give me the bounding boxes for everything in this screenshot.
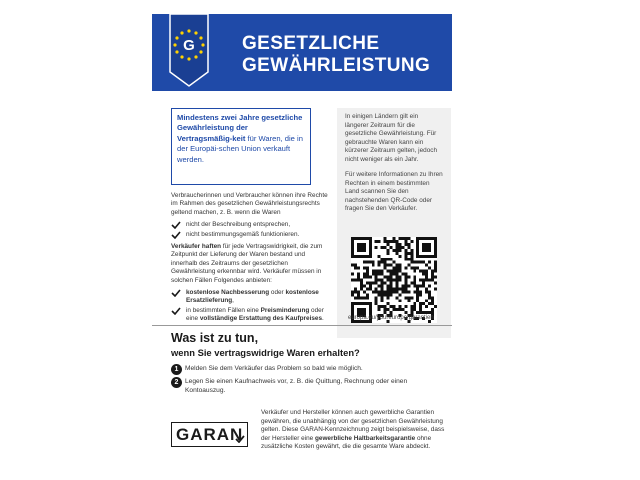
step-item [171, 364, 441, 373]
garan-desc-part2: ohne zusätzliche Kosten gewährt, die die gesamte Ware abdeckt. [261, 434, 432, 451]
list-item [171, 289, 331, 306]
conformity-checklist [171, 221, 331, 239]
garan-desc-part1: Verkäufer und Hersteller können auch gewerbliche Garantien gewähren, die unabhängig von der gesetzlichen Gewährleistung gelten. Diese GARAN-Kennzeichnung zeigt beispielsweise, dass der Hersteller eine [261, 409, 445, 442]
seller-liability-bold: Verkäufer haften [171, 243, 222, 251]
section-divider [152, 325, 452, 326]
remedy-bold: kostenlose Ersatzlieferung [186, 289, 319, 305]
remedy-text: in bestimmten Fällen eine [186, 306, 261, 314]
sidebar-paragraph-1: In einigen Ländern gilt ein längerer Zeitraum für die gesetzliche Gewährleistung. Für gebrauchte Waren kann ein kürzerer Zeitraum gelten, jedoch nicht weniger als ein Jahr. [345, 113, 437, 163]
remedy-bold: Preisminderung [260, 306, 310, 314]
step-number-icon: 1 [171, 364, 182, 375]
garan-logo-text: GARAN [176, 425, 244, 444]
remedies-checklist [171, 289, 331, 324]
list-item [171, 231, 331, 239]
check-icon [171, 289, 181, 297]
check-text: nicht bestimmungsgemäß funktionieren. [186, 230, 300, 238]
remedy-bold: vollständige Erstattung des Kaufpreises [199, 315, 323, 323]
rights-paragraph: Verbraucherinnen und Verbraucher können ihre Rechte im Rahmen des gesetzlichen Gewährleistungsrechts geltend machen, z. B. wenn die Waren [171, 192, 328, 216]
seller-liability-rest: für jede Vertragswidrigkeit, die zum Zeitpunkt der Lieferung der Waren bestand und innerhalb des Zeitraums der gesetzlichen Gewährleistung erkennbar wird. Verkäufer müssen in solchen Fällen Folgendes anbieten: [171, 243, 323, 284]
warranty-leaflet [152, 14, 452, 466]
remedy-text: . [322, 315, 324, 323]
intro-bold: Mindestens zwei Jahre gesetzliche Gewährleistung der Vertragsmäßig-keit [177, 113, 303, 143]
seller-liability-paragraph [171, 243, 331, 285]
section-heading: Was ist zu tun, [171, 331, 259, 345]
check-icon [171, 231, 181, 239]
check-text: nicht der Beschreibung entsprechen, [186, 221, 291, 229]
step-text: Legen Sie einen Kaufnachweis vor, z. B. die Quittung, Rechnung oder einen Kontoauszug. [185, 378, 408, 394]
section-subheading: wenn Sie vertragswidrige Waren erhalten? [171, 347, 360, 358]
list-item [171, 307, 331, 324]
garan-desc-bold: gewerbliche Haltbarkeitsgarantie [315, 434, 416, 442]
header-banner [152, 14, 452, 91]
main-text [171, 192, 331, 328]
intro-rest: für Waren, die in der Europäi-schen Union verkauft werden. [177, 133, 303, 164]
remedy-bold: kostenlose Nachbesserung [186, 289, 270, 297]
garan-logo [171, 422, 248, 447]
qr-code-icon[interactable] [351, 237, 437, 323]
shield-letter: G [183, 37, 195, 54]
title-line-1: GESETZLICHE [242, 33, 380, 54]
info-sidebar [337, 108, 451, 338]
title-line-2: GEWÄHRLEISTUNG [242, 55, 431, 76]
step-text: Melden Sie dem Verkäufer das Problem so bald wie möglich. [185, 365, 363, 372]
list-item [171, 221, 331, 229]
intro-box [171, 108, 311, 185]
step-item [171, 377, 441, 395]
sidebar-paragraph-2: Für weitere Informationen zu Ihren Rechten in einem bestimmten Land scannen Sie den nachstehenden QR-Code oder fragen Sie den Verkäufer. [345, 171, 443, 212]
check-icon [171, 307, 181, 315]
remedy-text: oder eine [186, 306, 324, 323]
qr-url[interactable]: europa.eu/youreurope/garantien [348, 315, 434, 321]
garan-check-icon [235, 435, 245, 443]
eu-shield-logo [162, 14, 216, 91]
check-icon [171, 221, 181, 229]
garan-description [261, 409, 451, 452]
step-number-icon: 2 [171, 377, 182, 388]
remedy-text: , [232, 297, 234, 305]
remedy-text: oder [269, 289, 286, 297]
page-title [242, 33, 430, 77]
